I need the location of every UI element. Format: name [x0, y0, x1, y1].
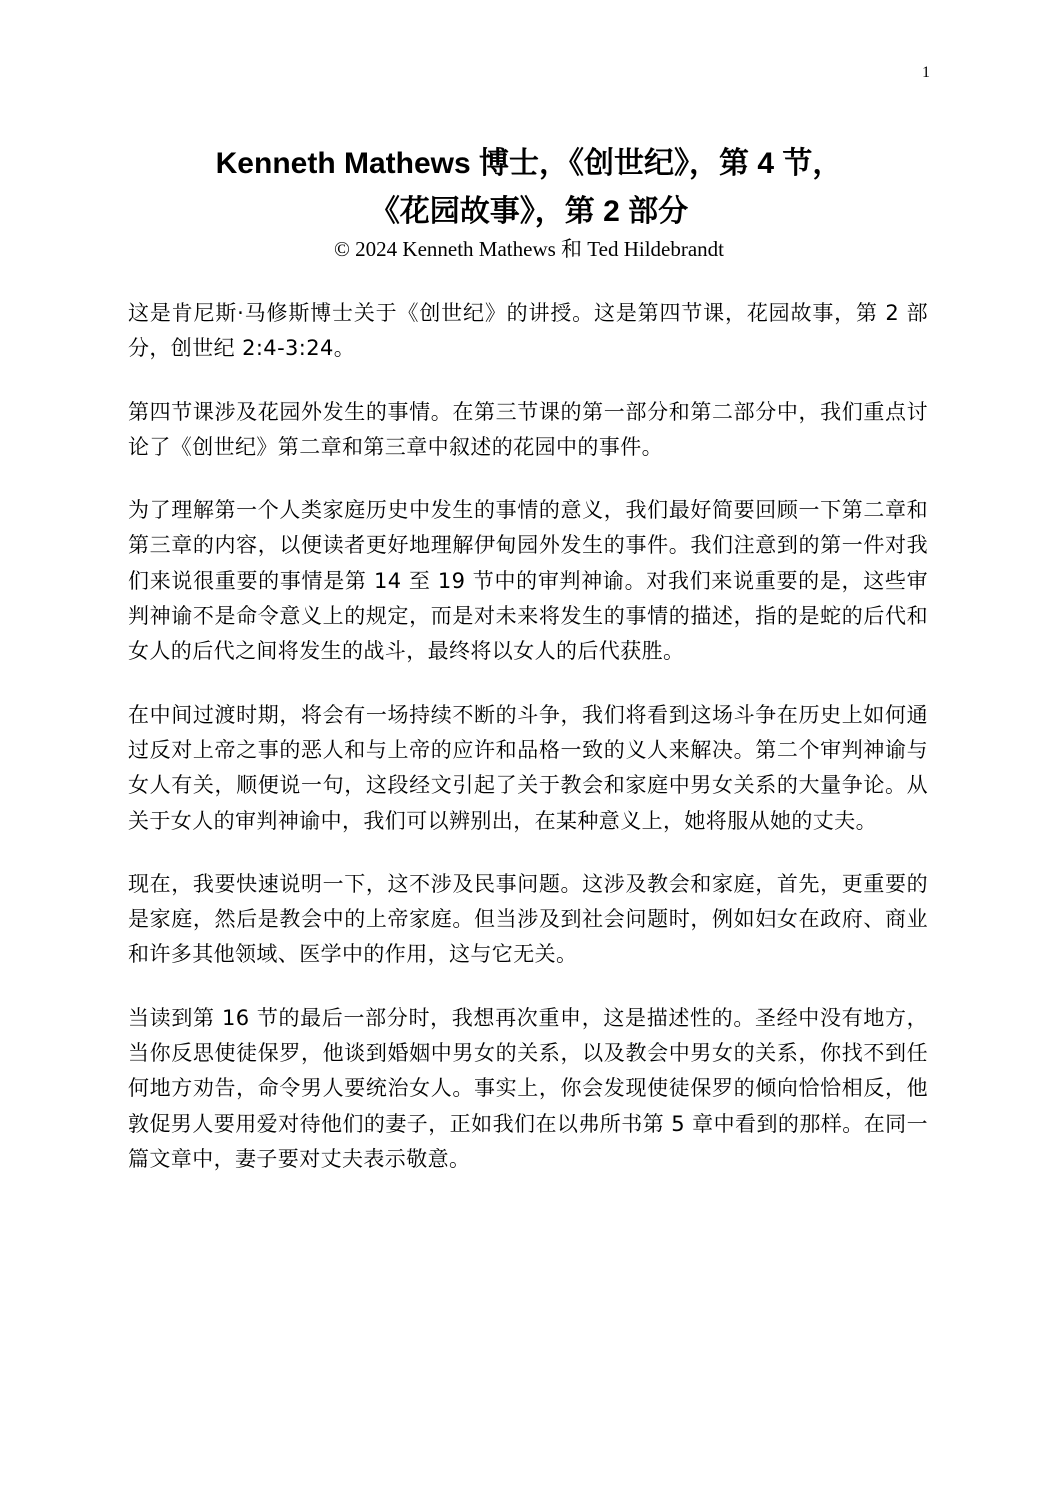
- paragraph-4: 在中间过渡时期，将会有一场持续不断的斗争，我们将看到这场斗争在历史上如何通过反对上帝之事的恶人和与上帝的应许和品格一致的义人来解决。第二个审判神谕与女人有关，顺便说一句，这段经文引起了关于教会和家庭中男女关系的大量争论。从关于女人的审判神谕中，我们可以辨别出，在某种意义上，她将服从她的丈夫。: [128, 702, 928, 833]
- page-number: 1: [922, 64, 930, 81]
- document-title-line-2: 《花园故事》，第 2 部分: [369, 195, 689, 228]
- document-body: [128, 296, 928, 1205]
- document-title-line-1: Kenneth Mathews 博士，《创世纪》，第 4 节，: [215, 147, 843, 180]
- paragraph-3: 为了理解第一个人类家庭历史中发生的事情的意义，我们最好简要回顾一下第二章和第三章的内容，以便读者更好地理解伊甸园外发生的事件。我们注意到的第一件对我们来说很重要的事情是第 14 至 19 节中的审判神谕。对我们来说重要的是，这些审判神谕不是命令意义上的规定，而是对未来将发生的事情的描述，指的是蛇的后代和女人的后代之间将发生的战斗，最终将以女人的后代获胜。: [128, 498, 928, 664]
- copyright-notice: © 2024 Kenneth Mathews 和 Ted Hildebrandt: [333, 237, 725, 261]
- paragraph-2: 第四节课涉及花园外发生的事情。在第三节课的第一部分和第二部分中，我们重点讨论了《创世纪》第二章和第三章中叙述的花园中的事件。: [128, 399, 928, 459]
- paragraph-6: 当读到第 16 节的最后一部分时，我想再次重申，这是描述性的。圣经中没有地方，当你反思使徒保罗，他谈到婚姻中男女的关系，以及教会中男女的关系，你找不到任何地方劝告，命令男人要统治女人。事实上，你会发现使徒保罗的倾向恰恰相反，他敦促男人要用爱对待他们的妻子，正如我们在以弗所书第 5 章中看到的那样。在同一篇文章中，妻子要对丈夫表示敬意。: [128, 1005, 928, 1171]
- paragraph-1: 这是肯尼斯·马修斯博士关于《创世纪》的讲授。这是第四节课，花园故事，第 2 部分，创世纪 2:4-3:24。: [128, 301, 928, 361]
- document-header: [0, 140, 1058, 263]
- paragraph-5: 现在，我要快速说明一下，这不涉及民事问题。这涉及教会和家庭，首先，更重要的是家庭，然后是教会中的上帝家庭。但当涉及到社会问题时，例如妇女在政府、商业和许多其他领域、医学中的作用，这与它无关。: [128, 871, 928, 967]
